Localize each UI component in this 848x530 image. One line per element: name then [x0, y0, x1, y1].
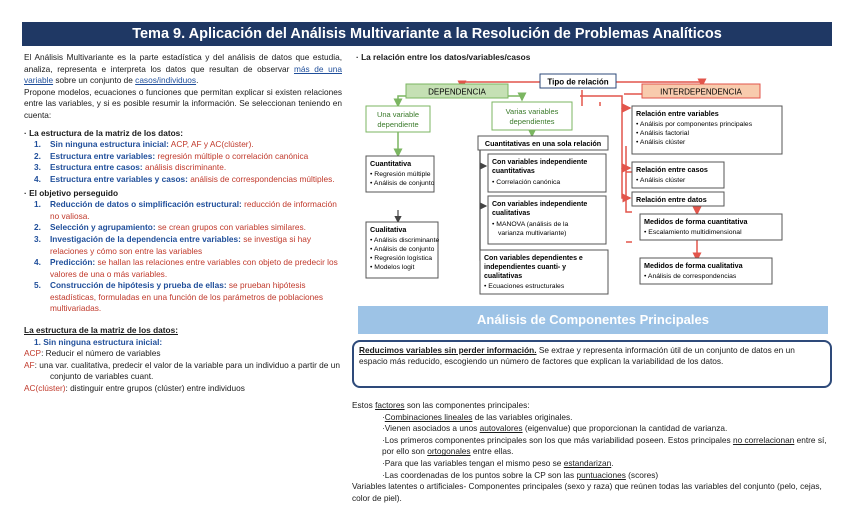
ac-line: AC(clúster): distinguir entre grupos (clúster) entre individuos: [24, 383, 245, 394]
vi-cual-item-1: • MANOVA (análisis de la: [492, 221, 569, 228]
estructura-list: [34, 139, 342, 185]
rel-casos-title: Relación entre casos: [636, 165, 708, 174]
dep-indep-item: • Ecuaciones estructurales: [484, 283, 565, 290]
list-item: 1. Reducción de datos o simplificación estructural: reducción de información no valiosa.: [34, 199, 337, 221]
pca-bullet-5: ·Las coordenadas de los puntos sobre la CP son las puntuaciones (scores): [382, 469, 659, 480]
factores-line: Estos factores son las componentes principales:: [352, 400, 530, 410]
cualitativa-item-2: • Análisis de conjunto: [370, 246, 435, 253]
cuantitativa-title: Cuantitativa: [370, 159, 412, 168]
dep-indep-title-1: Con variables dependientes e: [484, 255, 583, 262]
interdependencia-label: INTERDEPENDENCIA: [660, 87, 742, 97]
cualitativa-item-4: • Modelos logit: [370, 264, 415, 271]
una-variable-line-2: dependiente: [377, 120, 419, 129]
rel-casos-item: • Análisis clúster: [636, 177, 686, 184]
cualitativa-item-1: • Análisis discriminante: [370, 237, 440, 244]
objetivo-heading: · El objetivo perseguido: [24, 187, 119, 198]
list-item: 5. Construcción de hipótesis y prueba de ellas: se prueban hipótesis estadísticas, formuladas en una función de los parámetros de poblaciones multivariadas.: [34, 280, 324, 314]
vi-cual-title-1: Con variables independiente: [492, 201, 588, 208]
page-title: Tema 9. Aplicación del Análisis Multivariante a la Resolución de Problemas Analíticos: [22, 22, 832, 46]
cuantitativa-item-2: • Análisis de conjunto: [370, 180, 435, 187]
list-item: 2. Selección y agrupamiento: se crean grupos con variables similares.: [34, 222, 306, 233]
intro-paragraph-1: El Análisis Multivariante es la parte estadística y del análisis de datos que estudia, analiza, representa e interpreta los datos que resultan de observar más de una variable sobre un conjunto de casos/individuos.: [24, 52, 342, 86]
acp-line: ACP: Reducir el número de variables: [24, 348, 161, 359]
pca-heading: Análisis de Componentes Principales: [358, 306, 828, 334]
vi-cuant-title-1: Con variables independiente: [492, 159, 588, 166]
diagram-heading: · La relación entre los datos/variables/casos: [356, 52, 531, 62]
list-item: 1. Sin ninguna estructura inicial: ACP, AF y AC(clúster).: [34, 139, 254, 150]
list-item: 2. Estructura entre variables: regresión múltiple o correlación canónica: [34, 150, 309, 161]
estructura2-heading: La estructura de la matriz de los datos:: [24, 325, 178, 336]
rel-variables-item-2: • Análisis factorial: [636, 130, 690, 137]
pca-bullet-4: ·Para que las variables tengan el mismo peso se estandarizan.: [382, 457, 614, 468]
rel-datos-title: Relación entre datos: [636, 195, 707, 204]
cualitativa-title: Cualitativa: [370, 225, 407, 234]
varias-variables-line-2: dependientes: [509, 117, 555, 126]
cuant-una-sola-label: Cuantitativas en una sola relación: [484, 139, 602, 148]
dep-indep-title-2: independientes cuanti- y: [484, 264, 567, 271]
vi-cual-title-2: cualitativas: [492, 210, 531, 217]
pca-bullet-2: ·Vienen asociados a unos autovalores (eigenvalue) que proporcionan la cantidad de varianza.: [382, 423, 728, 434]
una-variable-line-1: Una variable: [376, 110, 420, 119]
af-line: AF: una var. cualitativa, predecir el valor de la variable para un individuo a partir de un conjunto de variables cuant.: [24, 359, 340, 382]
intro-paragraph-2: Propone modelos, ecuaciones o funciones que permitan explicar si existen relaciones entre las variables, y si es posible resumir la información. Se seleccionan teniendo en cuenta:: [24, 86, 342, 120]
cualitativa-item-3: • Regresión logística: [370, 255, 433, 262]
estructura2-item: 1. Sin ninguna estructura inicial:: [34, 336, 163, 347]
cuantitativa-item-1: • Regresión múltiple: [370, 171, 431, 178]
list-item: 3. Investigación de la dependencia entre variables: se investiga si hay relaciones y cómo son entre las variables: [34, 233, 312, 256]
list-item: 4. Predicción: se hallan las relaciones entre variables con objeto de predecir los valores de una o más variables.: [34, 257, 338, 279]
objetivo-list: [34, 199, 342, 315]
pca-bullet-3: ·Los primeros componentes principales son los que más variabilidad poseen. Estos principales no correlacionan entre sí, por ello son ortogonales entre ellas.: [382, 434, 827, 457]
relation-diagram: [352, 62, 836, 298]
pca-body: [352, 400, 836, 504]
pca-bullet-1: ·Combinaciones lineales de las variables originales.: [382, 411, 573, 422]
vi-cuant-item: • Correlación canónica: [492, 179, 561, 186]
dep-indep-title-3: cualitativas: [484, 273, 523, 280]
vi-cuant-title-2: cuantitativas: [492, 168, 535, 175]
med-cuant-title: Medidos de forma cuantitativa: [644, 217, 748, 226]
left-column: [24, 52, 342, 395]
list-item: 3. Estructura entre casos: análisis discriminante.: [34, 162, 227, 173]
med-cual-item: • Análisis de correspondencias: [644, 273, 737, 280]
varias-variables-line-1: Varias variables: [505, 107, 559, 116]
link-mas-de-una-variable[interactable]: más de una variable: [24, 63, 342, 86]
latentes-line: Variables latentes o artificiales- Componentes principales (sexo y raza) que reúnen todas las variables del conjunto (pelo, cejas, color de piel).: [352, 481, 822, 503]
rel-variables-title: Relación entre variables: [636, 109, 719, 118]
estructura-heading: · La estructura de la matriz de los datos:: [24, 127, 184, 138]
med-cual-title: Medidos de forma cualitativa: [644, 261, 743, 270]
dependencia-label: DEPENDENCIA: [428, 87, 486, 97]
rel-variables-item-3: • Análisis clúster: [636, 139, 686, 146]
rel-variables-item-1: • Análisis por componentes principales: [636, 121, 753, 128]
tipo-relacion-label: Tipo de relación: [547, 77, 609, 87]
list-item: 4. Estructura entre variables y casos: análisis de correspondencias múltiples.: [34, 173, 335, 184]
link-casos-individuos[interactable]: casos/individuos: [135, 75, 197, 86]
med-cuant-item: • Escalamiento multidimensional: [644, 229, 742, 236]
pca-summary-box: Reducimos variables sin perder información. Se extrae y representa información útil de un conjunto de datos en un espacio más reducido, escogiendo un número de factores que explican la variabilidad de los datos.: [352, 340, 832, 388]
vi-cual-item-2: varianza multivariante): [498, 230, 567, 237]
